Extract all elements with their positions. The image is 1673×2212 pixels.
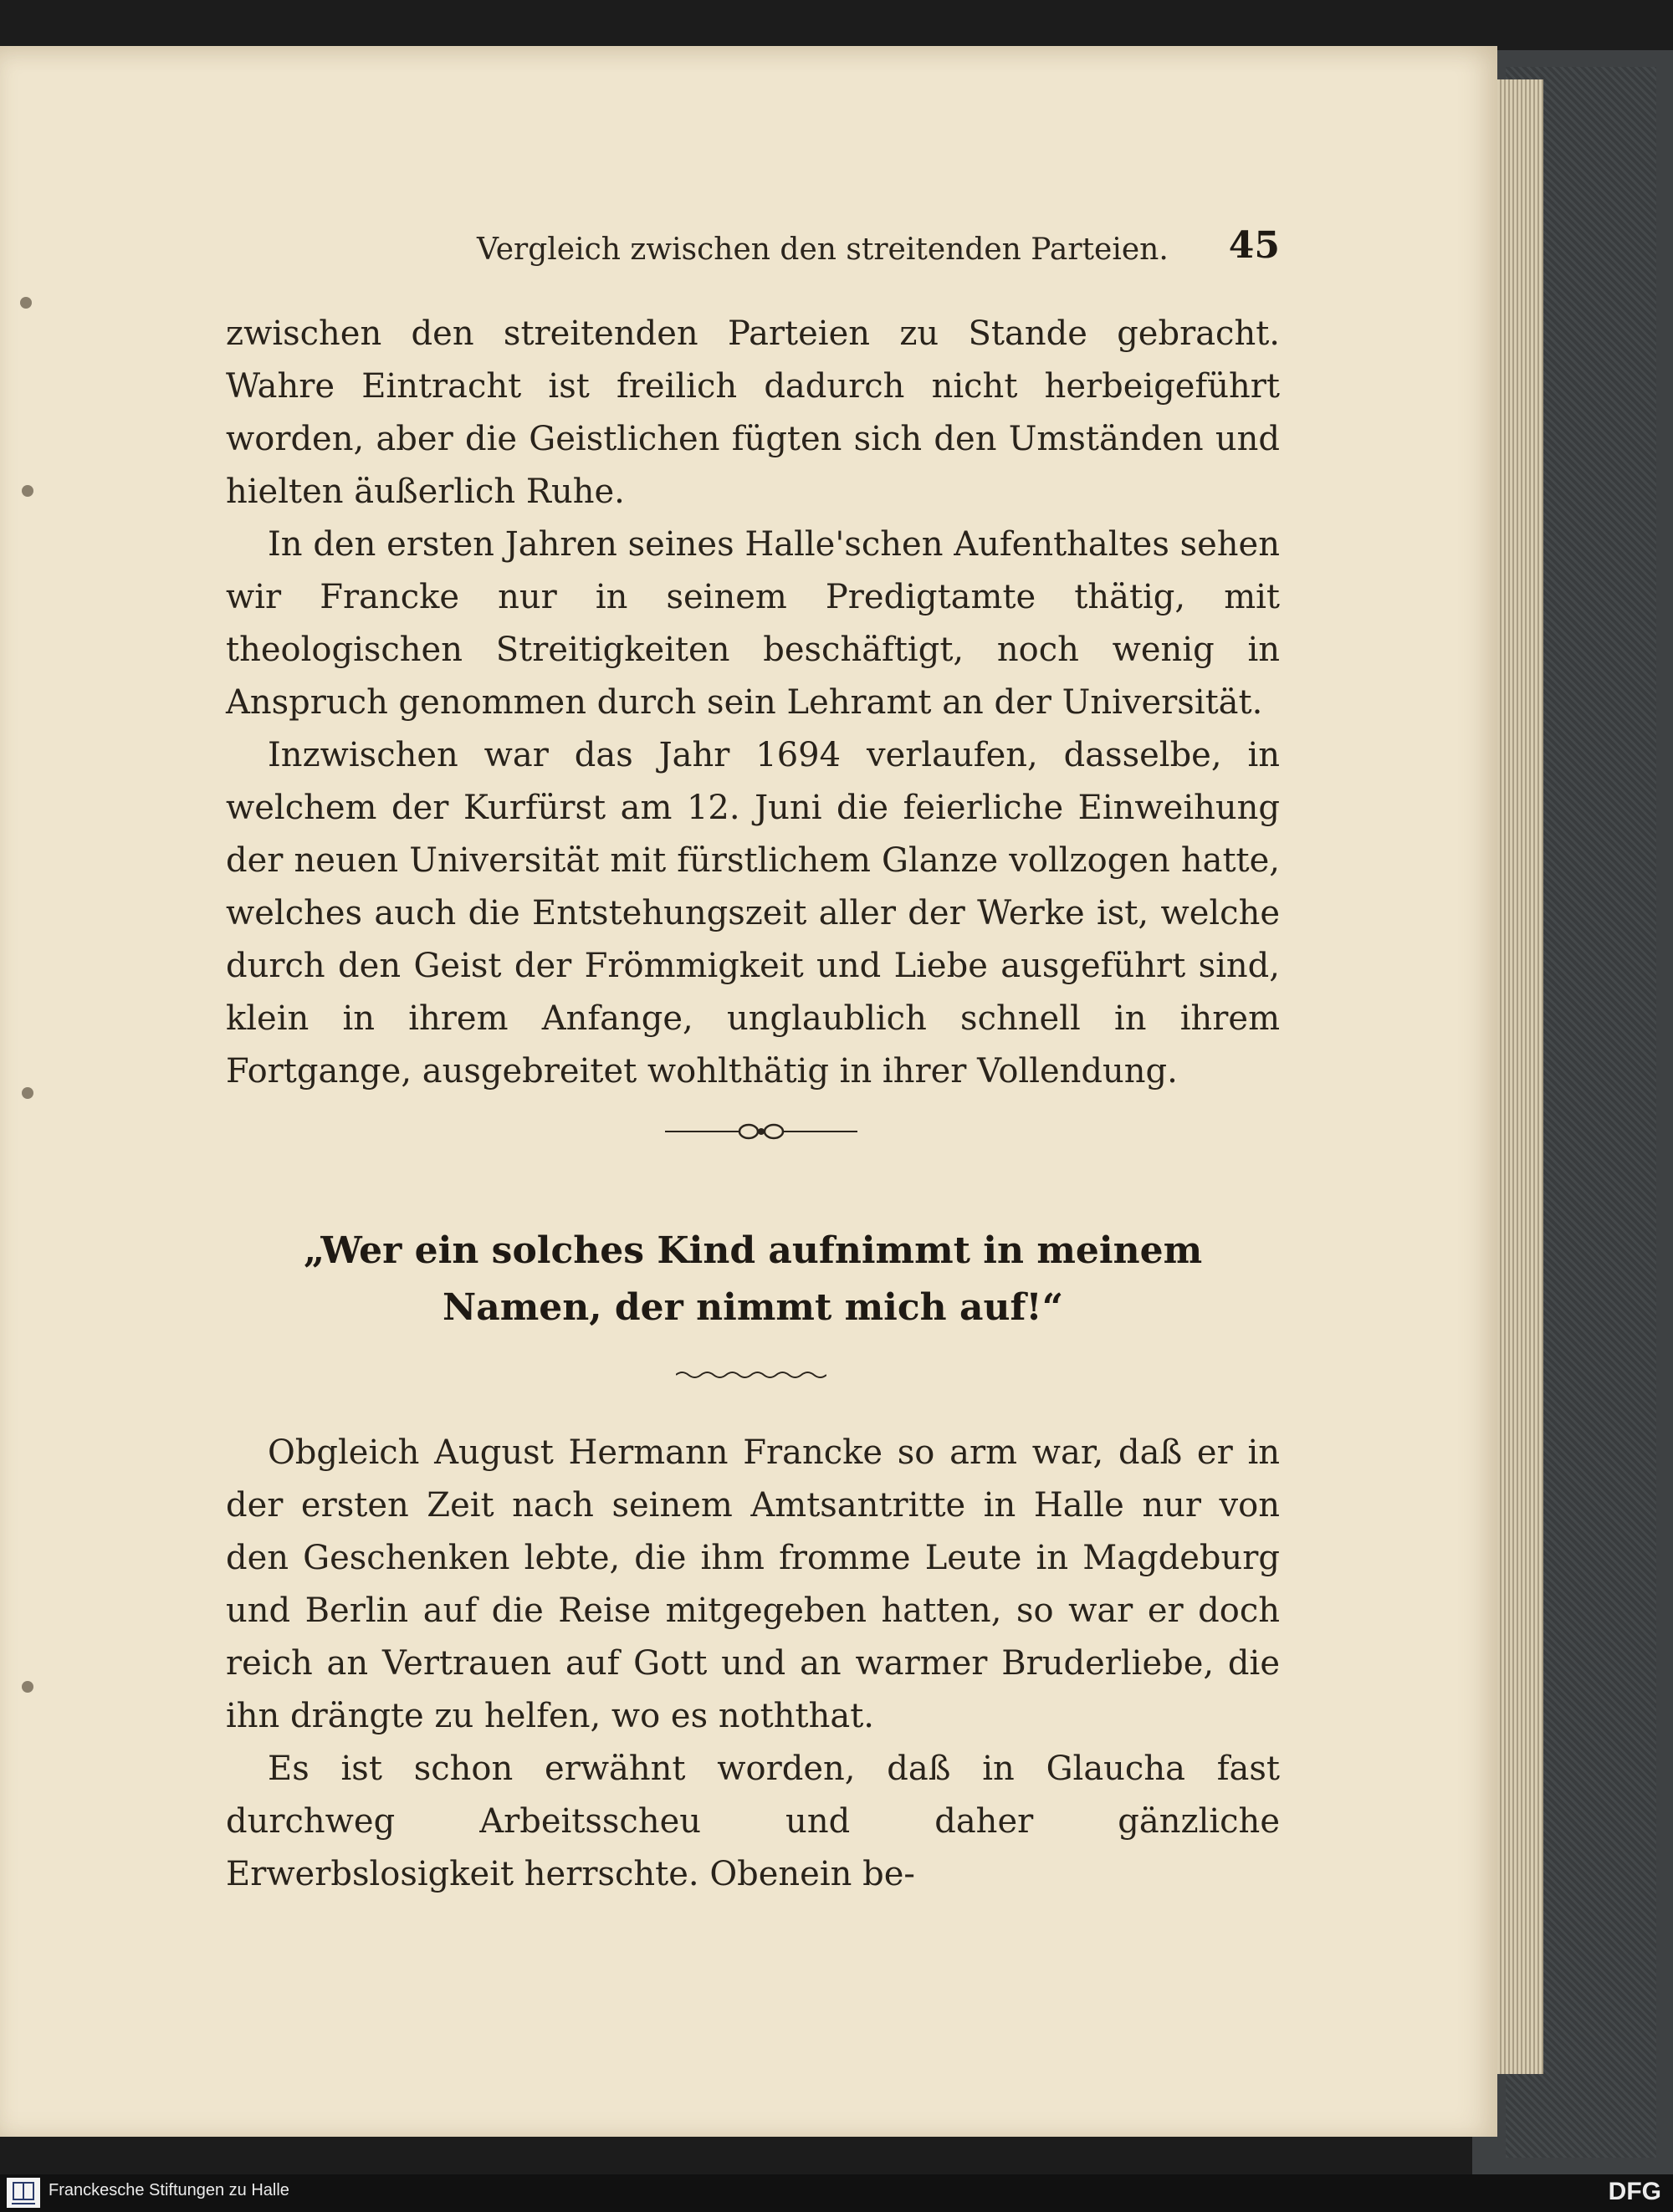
wavy-rule-icon <box>676 1368 826 1382</box>
binding-hole-mark <box>20 297 32 309</box>
running-head: Vergleich zwischen den streitenden Parteien. <box>477 232 1169 267</box>
paragraph: Obgleich August Hermann Francke so arm war, daß er in der ersten Zeit nach seinem Amtsantritte in Halle nur von den Geschenken lebte, die ihm fromme Leute in Magdeburg und Berlin auf die Reise mitgegeben hatten, so war er doch reich an Vertrauen auf Gott und an warmer Bruderliebe, die ihn drängte zu helfen, wo es noththat. <box>226 1433 1280 1735</box>
institution-label: Franckesche Stiftungen zu Halle <box>49 2181 289 2199</box>
binding-hole-mark <box>22 1681 33 1693</box>
paragraph: Inzwischen war das Jahr 1694 verlaufen, dasselbe, in welchem der Kurfürst am 12. Juni die feierliche Einweihung der neuen Universität mit fürstlichem Glanze vollzogen hatte, welches auch die Entstehungszeit aller der Werke ist, welche durch den Geist der Frömmigkeit und Liebe ausgeführt sind, klein in ihrem Anfange, unglaublich schnell in ihrem Fortgange, ausgebreitet wohlthätig in ihrer Vollendung. <box>226 736 1280 1091</box>
paragraph: zwischen den streitenden Parteien zu Stande gebracht. Wahre Eintracht ist freilich dadurch nicht herbeigeführt worden, aber die Geistlichen fügten sich den Umständen und hielten äußerlich Ruhe. <box>226 314 1280 511</box>
institution-crest-icon <box>7 2178 40 2208</box>
ornament-divider-icon <box>665 1119 857 1144</box>
paragraph: In den ersten Jahren seines Halle'schen Aufenthaltes sehen wir Francke nur in seinem Predigtamte thätig, mit theologischen Streitigkeiten beschäftigt, noch wenig in Anspruch genommen durch sein Lehramt an der Universität. <box>226 525 1280 722</box>
paragraph: Es ist schon erwähnt worden, daß in Glaucha fast durchweg Arbeitsscheu und daher gänzliche Erwerbslosigkeit herrschte. Obenein be- <box>226 1750 1280 1893</box>
page-header <box>226 224 1280 283</box>
binding-hole-mark <box>22 1087 33 1099</box>
binding-hole-mark <box>22 485 33 497</box>
body-text-top <box>226 308 1280 1098</box>
section-heading: „Wer ein solches Kind aufnimmt in meinem Namen, der nimmt mich auf!“ <box>303 1229 1203 1329</box>
body-text-bottom <box>226 1427 1280 1901</box>
page-number: 45 <box>1228 224 1280 267</box>
dfg-logo: DFG <box>1608 2178 1661 2205</box>
viewer-footer <box>0 2174 1673 2212</box>
